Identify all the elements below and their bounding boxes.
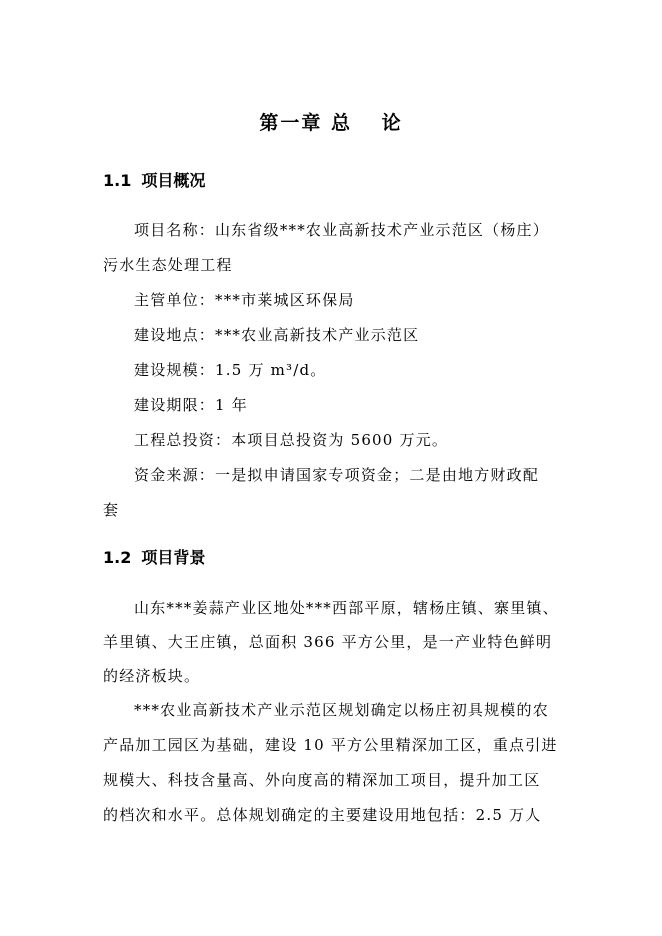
field-value: 1 年 <box>215 396 248 414</box>
field-value: ***农业高新技术产业示范区 <box>215 326 420 344</box>
section-number: 1.2 <box>103 548 132 567</box>
field-label: 建设期限： <box>134 396 216 414</box>
project-name-line <box>134 219 549 240</box>
section-title: 项目背景 <box>141 548 206 567</box>
field-label: 项目名称： <box>134 221 216 239</box>
funding-source-line <box>134 464 539 485</box>
paragraph-line: 的档次和水平。总体规划确定的主要建设用地包括：2.5 万人 <box>103 806 542 824</box>
section-number: 1.1 <box>103 171 132 190</box>
paragraph-line: ***农业高新技术产业示范区规划确定以杨庄初具规模的农 <box>134 701 549 719</box>
section-title: 项目概况 <box>141 171 206 190</box>
construction-period-line <box>134 394 248 415</box>
field-value: 本项目总投资为 5600 万元。 <box>231 431 449 449</box>
paragraph-line: 山东***姜蒜产业区地处***西部平原，辖杨庄镇、寨里镇、 <box>134 599 559 617</box>
total-investment-line <box>134 429 448 450</box>
paragraph-line: 羊里镇、大王庄镇，总面积 366 平方公里，是一产业特色鲜明 <box>103 633 553 651</box>
project-name-continuation: 污水生态处理工程 <box>103 256 233 274</box>
field-label: 建设规模： <box>134 361 216 379</box>
funding-source-continuation: 套 <box>103 501 120 519</box>
field-label: 资金来源： <box>134 466 216 484</box>
field-label: 工程总投资： <box>134 431 232 449</box>
chapter-title: 第一章 总 论 <box>259 112 403 134</box>
section-heading-1-1 <box>103 168 205 191</box>
paragraph-line: 的经济板块。 <box>103 667 201 685</box>
field-value: 山东省级***农业高新技术产业示范区（杨庄） <box>215 221 549 239</box>
paragraph-line: 产品加工园区为基础，建设 10 平方公里精深加工区，重点引进 <box>103 736 558 754</box>
field-value: ***市莱城区环保局 <box>215 291 355 309</box>
construction-scale-line <box>134 359 327 380</box>
field-label: 建设地点： <box>134 326 216 344</box>
construction-site-line <box>134 324 419 345</box>
field-value: 1.5 万 m³/d。 <box>215 361 327 379</box>
section-heading-1-2 <box>103 545 205 568</box>
field-label: 主管单位： <box>134 291 216 309</box>
paragraph-line: 规模大、科技含量高、外向度高的精深加工项目，提升加工区 <box>103 771 541 789</box>
supervising-unit-line <box>134 289 355 310</box>
field-value: 一是拟申请国家专项资金；二是由地方财政配 <box>215 466 540 484</box>
